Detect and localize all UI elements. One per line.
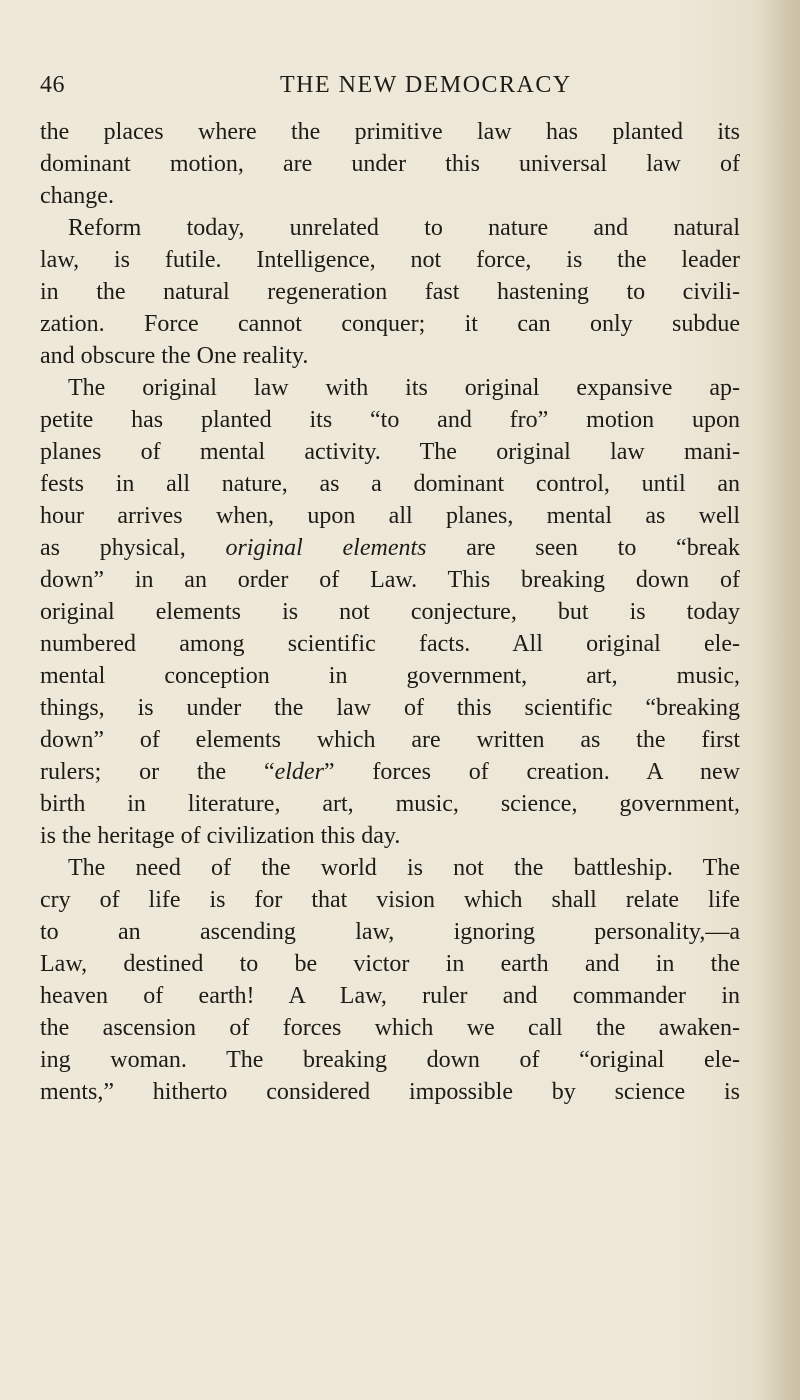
page-header [40, 72, 680, 112]
text-line: and obscure the One reality. [40, 343, 309, 369]
text-line: change. [40, 183, 114, 209]
text-line: cry of life is for that vision which shall relate life [40, 887, 740, 913]
text-line: things, is under the law of this scientific “breaking [40, 695, 740, 721]
text-line: The original law with its original expansive ap- [68, 375, 740, 401]
text-line-with-emphasis [40, 532, 740, 564]
running-head: THE NEW DEMOCRACY [280, 72, 572, 98]
text-line: Law, destined to be victor in earth and in the [40, 951, 740, 977]
page-number: 46 [40, 72, 65, 98]
page-edge-shadow [760, 0, 800, 1400]
text-line: is the heritage of civilization this day. [40, 823, 401, 849]
text-line: down” of elements which are written as the first [40, 727, 740, 753]
text-line: hour arrives when, upon all planes, mental as well [40, 503, 740, 529]
text-line: birth in literature, art, music, science, government, [40, 791, 740, 817]
text-line: fests in all nature, as a dominant control, until an [40, 471, 740, 497]
text-line: planes of mental activity. The original law mani- [40, 439, 740, 465]
text-fragment: are seen to “break [426, 535, 740, 561]
text-line: ing woman. The breaking down of “original ele- [40, 1047, 740, 1073]
text-line: Reform today, unrelated to nature and natural [68, 215, 740, 241]
body-text [40, 116, 740, 1108]
text-fragment: as physical, [40, 535, 226, 561]
text-fragment: rulers; or the “ [40, 759, 275, 785]
text-line: ments,” hitherto considered impossible by science is [40, 1079, 740, 1105]
emphasis-text: elder [274, 759, 324, 785]
text-line: law, is futile. Intelligence, not force, is the leader [40, 247, 740, 273]
text-line: mental conception in government, art, music, [40, 663, 740, 689]
text-line: dominant motion, are under this universal law of [40, 151, 740, 177]
text-line: heaven of earth! A Law, ruler and commander in [40, 983, 740, 1009]
emphasis-text: original elements [225, 535, 427, 561]
text-line: in the natural regeneration fast hastening to civili- [40, 279, 740, 305]
text-line: original elements is not conjecture, but is today [40, 599, 740, 625]
text-line: the places where the primitive law has planted its [40, 119, 740, 145]
text-line: zation. Force cannot conquer; it can only subdue [40, 311, 740, 337]
text-line: the ascension of forces which we call the awaken- [40, 1015, 740, 1041]
text-line: to an ascending law, ignoring personality,—a [40, 919, 740, 945]
text-line: numbered among scientific facts. All original ele- [40, 631, 740, 657]
text-line: The need of the world is not the battleship. The [68, 855, 740, 881]
text-fragment: ” forces of creation. A new [323, 759, 740, 785]
text-line: petite has planted its “to and fro” motion upon [40, 407, 740, 433]
text-line: down” in an order of Law. This breaking down of [40, 567, 740, 593]
text-line-with-emphasis [40, 756, 740, 788]
